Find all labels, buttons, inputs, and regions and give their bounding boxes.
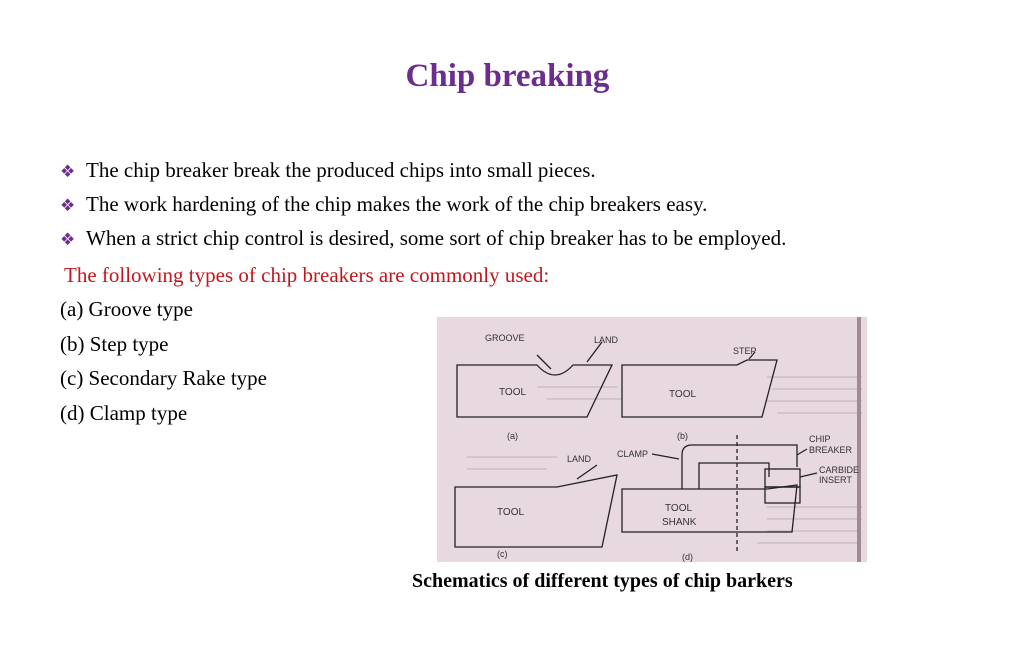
label-land-c: LAND — [567, 454, 592, 464]
bullet-text: When a strict chip control is desired, some sort of chip breaker has to be employed. — [86, 226, 787, 250]
label-chip-breaker-1: CHIP — [809, 434, 831, 444]
type-item-clamp: (d) Clamp type — [60, 400, 188, 425]
label-chip-breaker-2: BREAKER — [809, 445, 853, 455]
figure-caption: Schematics of different types of chip barkers — [412, 570, 793, 592]
label-tool-b: TOOL — [669, 389, 697, 400]
page-title: Chip breaking — [405, 58, 610, 94]
label-groove: GROOVE — [485, 333, 525, 343]
bullet-text: The work hardening of the chip makes the work of the chip breakers easy. — [86, 192, 708, 216]
label-c: (c) — [497, 549, 508, 559]
diamond-bullet-icon: ❖ — [60, 162, 76, 181]
chip-breaker-schematic-figure — [437, 317, 867, 562]
label-tool-shank-1: TOOL — [665, 503, 693, 514]
label-d: (d) — [682, 552, 693, 562]
label-tool-a: TOOL — [499, 387, 527, 398]
bullet-item — [60, 221, 786, 255]
bullet-text: The chip breaker break the produced chips into small pieces. — [86, 158, 596, 182]
label-land-a: LAND — [594, 335, 619, 345]
diamond-bullet-icon: ❖ — [60, 196, 76, 215]
bullet-list — [60, 153, 786, 255]
label-clamp: CLAMP — [617, 449, 649, 459]
type-item-secondary-rake: (c) Secondary Rake type — [60, 366, 267, 390]
label-tool-shank-2: SHANK — [662, 517, 697, 528]
bullet-item — [60, 153, 786, 187]
label-carbide-1: CARBIDE — [819, 465, 860, 475]
label-a: (a) — [507, 431, 518, 441]
figure-labels — [485, 333, 859, 562]
label-b: (b) — [677, 431, 688, 441]
diamond-bullet-icon: ❖ — [60, 230, 76, 249]
label-carbide-2: INSERT — [819, 475, 852, 485]
label-tool-c: TOOL — [497, 507, 525, 518]
bullet-item — [60, 187, 786, 221]
intro-text: The following types of chip breakers are commonly used: — [64, 263, 550, 287]
type-item-step: (b) Step type — [60, 331, 169, 356]
type-item-groove: (a) Groove type — [60, 297, 193, 321]
chip-breaker-types-list — [60, 292, 267, 430]
label-step: STEP — [733, 346, 757, 356]
